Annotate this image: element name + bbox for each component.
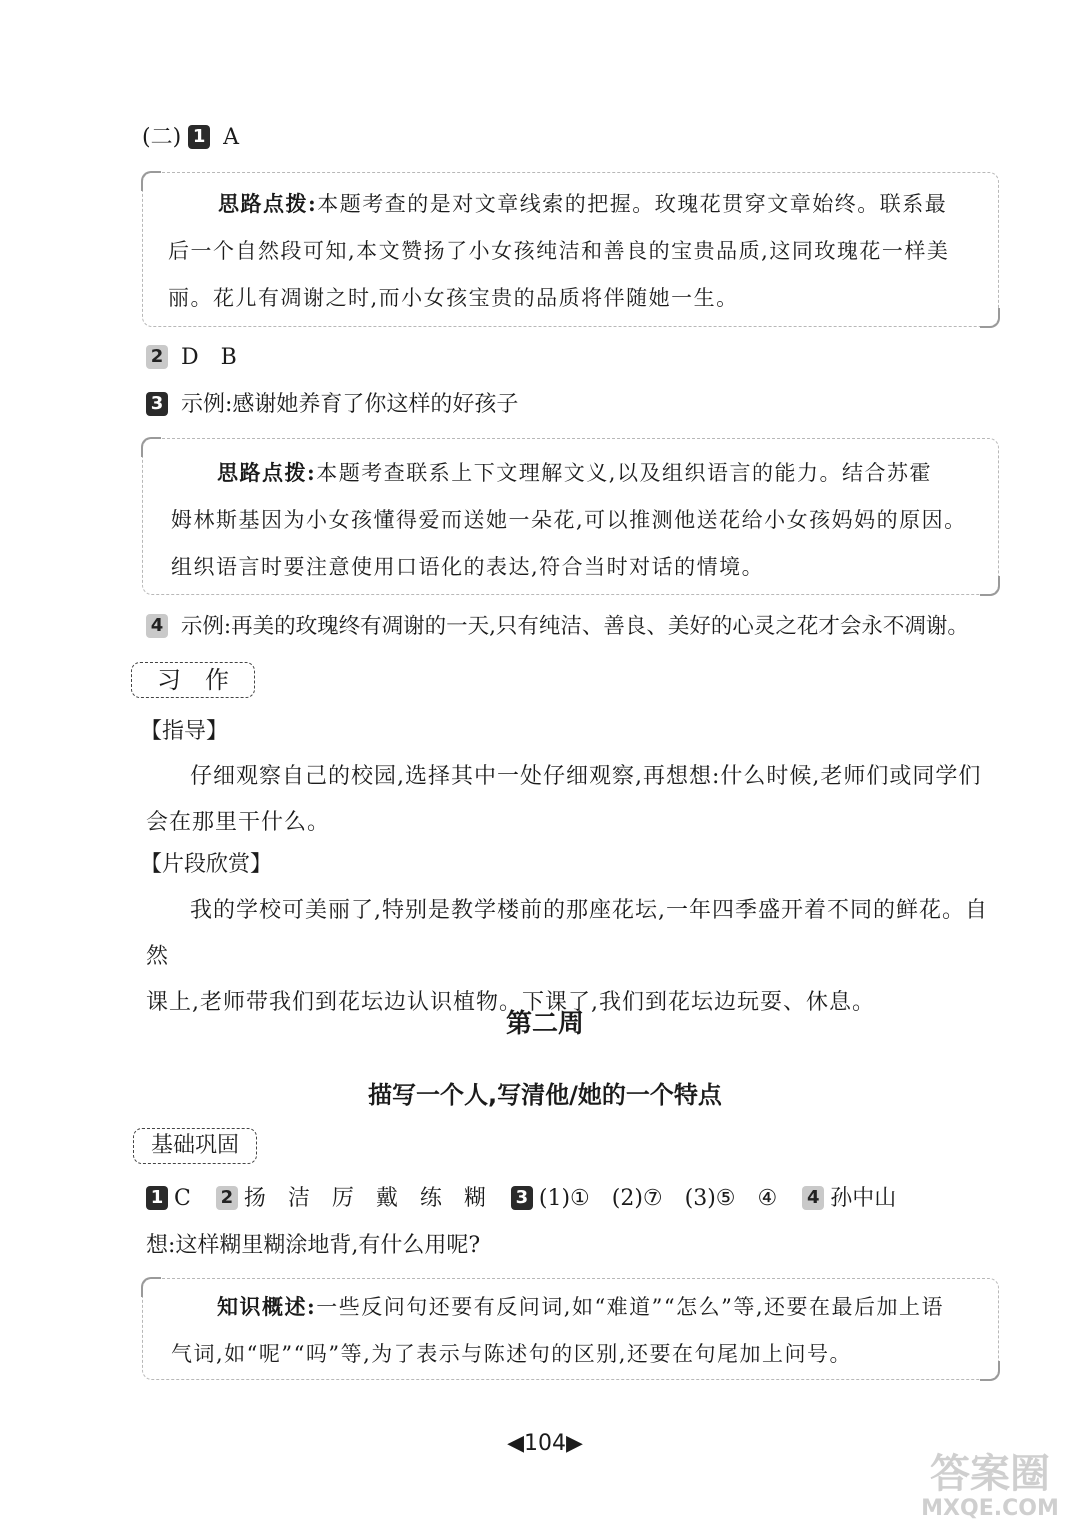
week2-question-number-4: 4: [802, 1186, 824, 1210]
hint-1-line-3: 丽。花儿有凋谢之时,而小女孩宝贵的品质将伴随她一生。: [168, 286, 739, 310]
knowledge-title: 知识概述:: [217, 1294, 317, 1319]
question-number-3: 3: [146, 392, 168, 416]
hint-2-title: 思路点拨:: [217, 460, 317, 485]
hint-box-2: [142, 438, 999, 595]
writing-tag: 习 作: [131, 662, 255, 698]
q1-line: [142, 123, 239, 153]
q1-answer: A: [223, 125, 240, 150]
watermark: [900, 1452, 1080, 1522]
guide-line-2: 会在那里干什么。: [146, 810, 331, 835]
watermark-url: MXQE.COM: [921, 1496, 1059, 1521]
knowledge-box: [142, 1278, 999, 1380]
week2-question-number-3: 3: [511, 1186, 533, 1210]
guide-label: 【指导】: [140, 719, 229, 744]
hint-2-line-2: 姆林斯基因为小女孩懂得爱而送她一朵花,可以推测他送花给小女孩妈妈的原因。: [171, 508, 967, 532]
basics-tag: 基础巩固: [133, 1128, 257, 1164]
week2-answer-4: 孙中山: [830, 1186, 897, 1211]
hint-1-title: 思路点拨:: [218, 191, 318, 216]
q4-answer: 示例:再美的玫瑰终有凋谢的一天,只有纯洁、善良、美好的心灵之花才会永不凋谢。: [180, 614, 969, 639]
hint-2-line-1: 本题考查联系上下文理解文义,以及组织语言的能力。结合苏霍: [316, 461, 932, 485]
question-number-4: 4: [146, 614, 168, 638]
q2-answer: D B: [181, 345, 237, 370]
week2-question-number-1: 1: [146, 1186, 168, 1210]
q3-line: [146, 390, 518, 420]
excerpt-line-1: 我的学校可美丽了,特别是教学楼前的那座花坛,一年四季盛开着不同的鲜花。自然: [146, 898, 988, 969]
hint-box-1: [142, 172, 999, 327]
q3-answer: 示例:感谢她养育了你这样的好孩子: [181, 392, 519, 417]
week2-answers-line: [146, 1184, 896, 1214]
watermark-logo: 答案圈: [930, 1451, 1050, 1497]
question-number-1: 1: [188, 125, 210, 149]
week2-answer-3: (1)① (2)⑦ (3)⑤ ④: [538, 1186, 778, 1211]
guide-line-1: 仔细观察自己的校园,选择其中一处仔细观察,再想想:什么时候,老师们或同学们: [190, 764, 982, 789]
knowledge-line-2: 气词,如“呢”“吗”等,为了表示与陈述句的区别,还要在句尾加上问号。: [171, 1342, 852, 1366]
week-subtitle: 描写一个人,写清他/她的一个特点: [368, 1081, 722, 1109]
hint-1-line-1: 本题考查的是对文章线索的把握。玫瑰花贯穿文章始终。联系最: [317, 192, 948, 216]
page-number: ◀104▶: [507, 1431, 583, 1456]
section-label: (二): [142, 125, 182, 150]
knowledge-line-1: 一些反问句还要有反问词,如“难道”“怎么”等,还要在最后加上语: [316, 1295, 945, 1319]
question-number-2: 2: [146, 345, 168, 369]
excerpt-label: 【片段欣赏】: [140, 852, 273, 877]
week2-question-number-2: 2: [216, 1186, 238, 1210]
guide-paragraph: [146, 754, 1006, 846]
q2-line: [146, 343, 237, 373]
week-title: 第二周: [505, 1009, 584, 1039]
hint-1-line-2: 后一个自然段可知,本文赞扬了小女孩纯洁和善良的宝贵品质,这同玫瑰花一样美: [168, 239, 950, 263]
q4-line: [146, 612, 969, 642]
excerpt-line-2: 课上,老师带我们到花坛边认识植物。下课了,我们到花坛边玩耍、休息。: [146, 990, 875, 1015]
hint-2-line-3: 组织语言时要注意使用口语化的表达,符合当时对话的情境。: [171, 555, 765, 579]
week2-answer-1: C: [174, 1186, 191, 1211]
week2-answer-2: 扬 洁 厉 戴 练 糊: [243, 1186, 486, 1211]
week2-answer-line-2: 想:这样糊里糊涂地背,有什么用呢?: [146, 1233, 481, 1258]
